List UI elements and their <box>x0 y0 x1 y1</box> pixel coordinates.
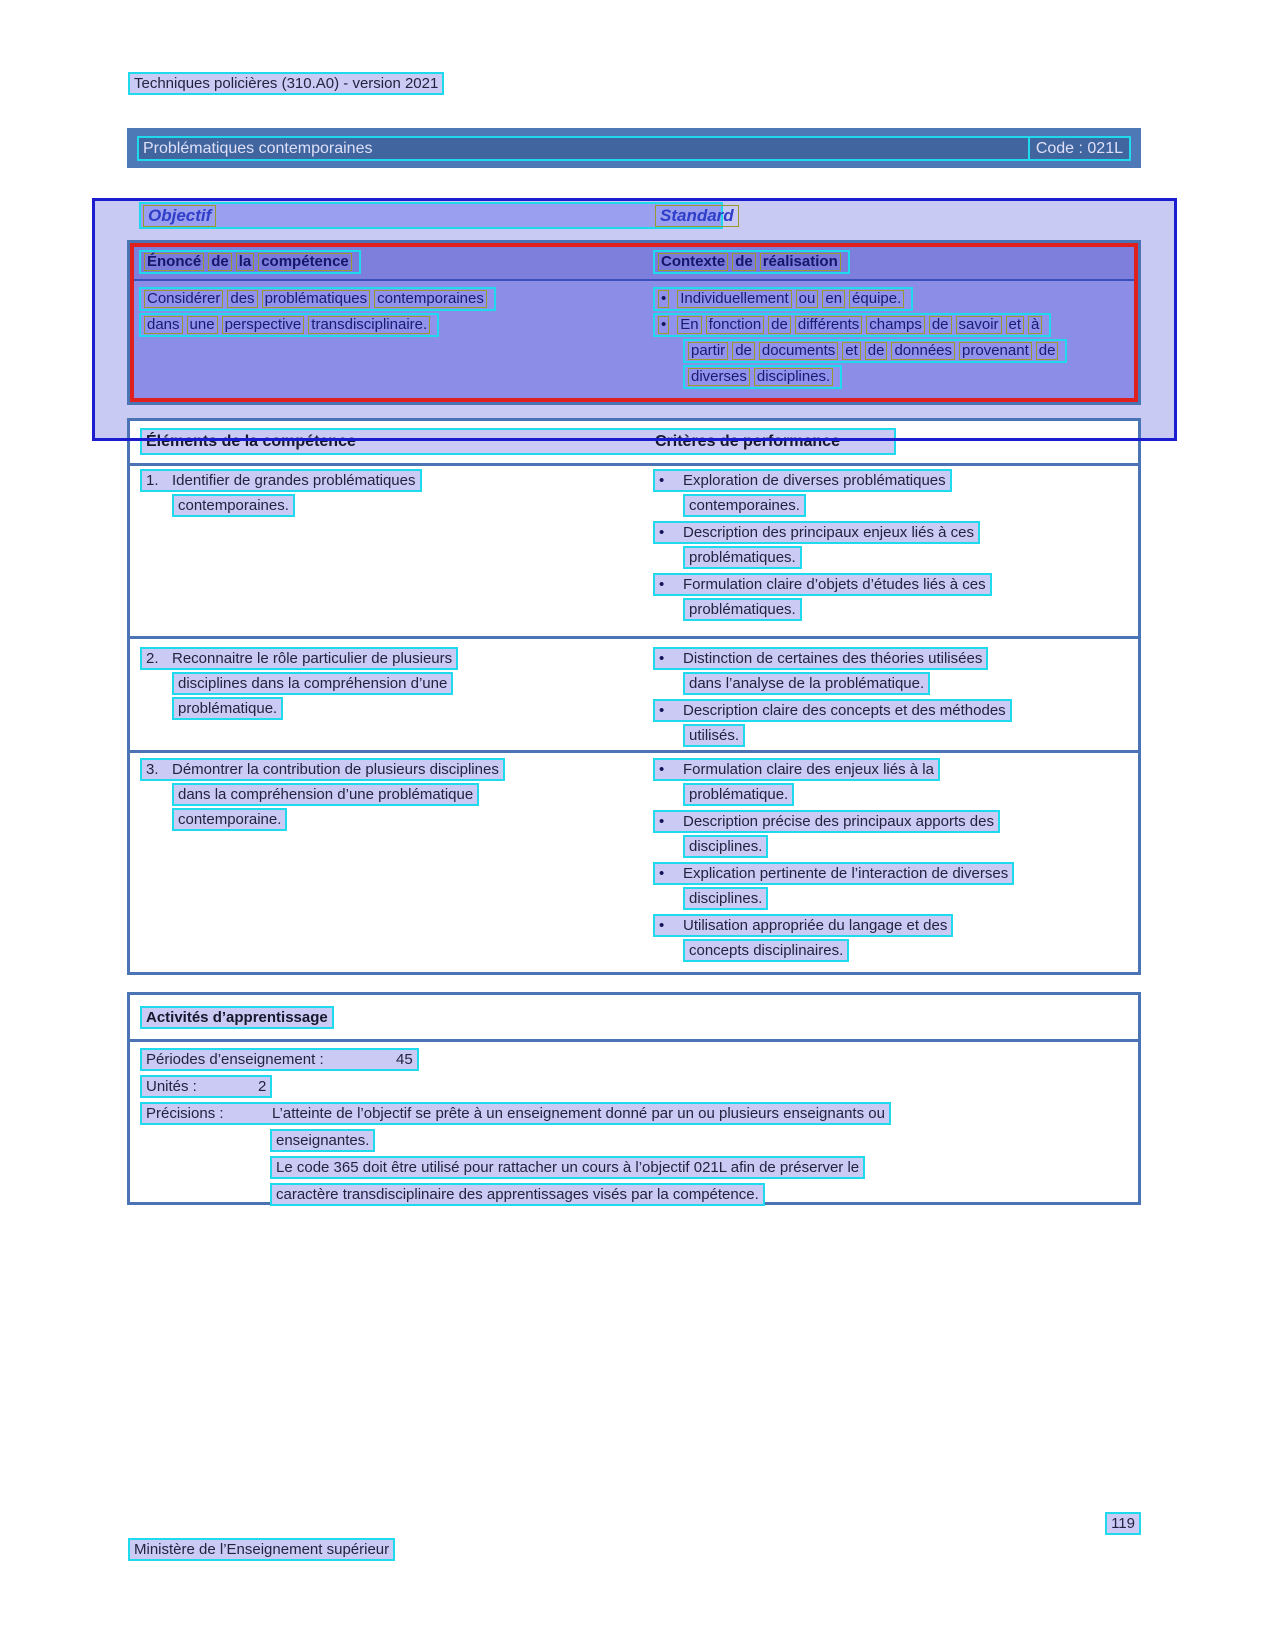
criteria-cell <box>653 647 1012 751</box>
word-box: réalisation <box>760 253 841 271</box>
objectif-label: Objectif <box>143 205 216 227</box>
text-line-highlight: disciplines. <box>683 887 768 910</box>
footer <box>128 1538 395 1561</box>
activities-header-text: Activités d’apprentissage <box>146 1009 328 1026</box>
elements-header-left: Éléments de la compétence <box>146 433 356 450</box>
text-line-highlight: Précisions : L’atteinte de l’objectif se prête à un enseignement donné par un ou plusieurs enseignants ou <box>140 1102 891 1125</box>
word-box: de <box>208 253 232 271</box>
enonce-table-header <box>134 247 1134 281</box>
text-line-highlight: • Description claire des concepts et des méthodes <box>653 699 1012 722</box>
elements-header-highlight <box>140 428 896 455</box>
page-number-text: 119 <box>1111 1515 1135 1532</box>
activities-panel <box>127 992 1141 1205</box>
criterion-group <box>653 914 1014 962</box>
word-box: transdisciplinaire. <box>308 316 430 334</box>
banner-course-title: Problématiques contemporaines <box>143 139 373 157</box>
word-box: champs <box>866 316 925 334</box>
criterion-group <box>653 810 1014 858</box>
bullet-icon: • <box>659 917 665 934</box>
bullet-icon: • <box>659 761 665 778</box>
text-line-highlight: contemporaines. <box>683 494 806 517</box>
text-line-highlight: concepts disciplinaires. <box>683 939 849 962</box>
element-cell <box>140 647 458 722</box>
text-line-highlight: 2. Reconnaitre le rôle particulier de plusieurs <box>140 647 458 670</box>
text-line-highlight <box>139 287 496 311</box>
text-line-highlight: Unités : 2 <box>140 1075 272 1098</box>
criterion-group <box>653 647 1012 695</box>
criteria-cell <box>653 469 992 625</box>
text-line-highlight: problématiques. <box>683 546 802 569</box>
word-box: données <box>891 342 955 360</box>
text-line-highlight: • Description des principaux enjeux liés à ces <box>653 521 980 544</box>
enonce-header-left <box>139 250 361 274</box>
text-line-highlight: contemporaine. <box>172 808 287 831</box>
bullet-icon: • <box>659 813 665 830</box>
bullet-icon: • <box>659 472 665 489</box>
word-box: savoir <box>956 316 1002 334</box>
text-line-highlight: 3. Démontrer la contribution de plusieurs disciplines <box>140 758 505 781</box>
word-box: de <box>732 342 755 360</box>
program-title <box>128 72 444 95</box>
criterion-group <box>653 287 1067 311</box>
enonce-right-cell <box>653 287 1067 391</box>
word-box: de <box>732 253 756 271</box>
page-number <box>1105 1512 1141 1535</box>
text-line-highlight: enseignantes. <box>270 1129 375 1152</box>
text-line-highlight: • Formulation claire des enjeux liés à la <box>653 758 940 781</box>
word-box: équipe. <box>849 290 904 308</box>
word-box: contemporaines <box>374 290 487 308</box>
text-line-highlight <box>653 287 913 311</box>
word-box: des <box>227 290 257 308</box>
text-line-highlight <box>139 313 439 337</box>
criterion-group <box>653 699 1012 747</box>
bullet-icon: • <box>659 576 665 593</box>
activities-header <box>140 1006 334 1029</box>
criterion-group <box>653 862 1014 910</box>
field-label: Périodes d’enseignement : <box>146 1051 324 1068</box>
word-box: problématiques <box>262 290 371 308</box>
text-line-highlight: 1. Identifier de grandes problématiques <box>140 469 422 492</box>
element-cell <box>140 758 505 833</box>
text-line-highlight: • Exploration de diverses problématiques <box>653 469 952 492</box>
field-label: Précisions : <box>146 1105 224 1122</box>
activities-separator <box>130 1039 1138 1042</box>
word-box: de <box>929 316 952 334</box>
item-number: 1. <box>146 472 159 489</box>
word-box: Considérer <box>144 290 223 308</box>
bullet-icon: • <box>659 865 665 882</box>
text-line-highlight <box>653 313 1051 337</box>
bullet-icon: • <box>659 650 665 667</box>
word-box: compétence <box>258 253 352 271</box>
word-box: En <box>677 316 701 334</box>
text-line-highlight: disciplines. <box>683 835 768 858</box>
word-box: ou <box>796 290 819 308</box>
word-box: à <box>1028 316 1042 334</box>
word-box: documents <box>759 342 838 360</box>
word-box: Individuellement <box>677 290 791 308</box>
text-line-highlight: utilisés. <box>683 724 745 747</box>
word-box: perspective <box>222 316 305 334</box>
course-banner <box>127 128 1141 168</box>
word-box: dans <box>144 316 183 334</box>
word-box: et <box>842 342 861 360</box>
text-line-highlight <box>683 339 1067 363</box>
word-box: de <box>1036 342 1059 360</box>
text-line-highlight: dans l’analyse de la problématique. <box>683 672 930 695</box>
row-separator <box>130 750 1138 753</box>
word-box: provenant <box>959 342 1032 360</box>
word-box: partir <box>688 342 728 360</box>
row-separator <box>130 636 1138 639</box>
item-number: 2. <box>146 650 159 667</box>
enonce-left-cell <box>139 287 496 339</box>
text-line-highlight: • Distinction de certaines des théories utilisées <box>653 647 988 670</box>
criterion-group <box>653 469 992 517</box>
word-box: différents <box>795 316 862 334</box>
criterion-group <box>653 573 992 621</box>
text-line-highlight: • Formulation claire d’objets d’études liés à ces <box>653 573 992 596</box>
footer-text: Ministère de l’Enseignement supérieur <box>134 1541 390 1558</box>
bullet-icon: • <box>659 524 665 541</box>
word-box: la <box>236 253 255 271</box>
criterion-group <box>653 313 1067 389</box>
word-box: fonction <box>706 316 765 334</box>
banner-highlight-line <box>137 136 1131 161</box>
enonce-header-right <box>653 250 850 274</box>
text-line-highlight: Le code 365 doit être utilisé pour rattacher un cours à l’objectif 021L afin de préserver le <box>270 1156 865 1179</box>
activities-rows <box>140 1048 891 1210</box>
word-box: une <box>187 316 218 334</box>
text-line-highlight: contemporaines. <box>172 494 295 517</box>
text-line-highlight: caractère transdisciplinaire des apprentissages visés par la compétence. <box>270 1183 765 1206</box>
word-box: de <box>865 342 888 360</box>
word-box: disciplines. <box>754 368 833 386</box>
word-box: et <box>1006 316 1025 334</box>
text-line-highlight: dans la compréhension d’une problématique <box>172 783 479 806</box>
field-label: Unités : <box>146 1078 197 1095</box>
elements-header-right: Critères de performance <box>655 433 840 450</box>
enonce-table <box>127 240 1141 405</box>
text-line-highlight <box>683 365 842 389</box>
word-box: Énoncé <box>144 253 204 271</box>
text-line-highlight: Périodes d’enseignement : 45 <box>140 1048 419 1071</box>
header-separator <box>130 463 1138 466</box>
text-line-highlight: • Description précise des principaux apports des <box>653 810 1000 833</box>
elements-table-header <box>130 421 1138 463</box>
criteria-cell <box>653 758 1014 966</box>
elements-table <box>127 418 1141 975</box>
program-title-text: Techniques policières (310.A0) - version 2021 <box>134 75 439 92</box>
bullet-icon: • <box>658 290 669 308</box>
word-box: Contexte <box>658 253 728 271</box>
objectif-standard-line <box>139 202 734 229</box>
bullet-icon: • <box>659 702 665 719</box>
word-box: en <box>822 290 845 308</box>
text-line-highlight: problématiques. <box>683 598 802 621</box>
standard-label: Standard <box>655 205 739 227</box>
criterion-group <box>653 758 1014 806</box>
element-cell <box>140 469 422 519</box>
text-line-highlight: disciplines dans la compréhension d’une <box>172 672 453 695</box>
word-box: diverses <box>688 368 750 386</box>
text-line-highlight: problématique. <box>683 783 794 806</box>
banner-course-code: Code : 021L <box>1028 136 1131 161</box>
criterion-group <box>653 521 992 569</box>
text-line-highlight: problématique. <box>172 697 283 720</box>
text-line-highlight: • Utilisation appropriée du langage et des <box>653 914 953 937</box>
word-box: de <box>768 316 791 334</box>
bullet-icon: • <box>658 316 669 334</box>
enonce-table-red-frame <box>130 243 1138 402</box>
text-line-highlight: • Explication pertinente de l’interaction de diverses <box>653 862 1014 885</box>
item-number: 3. <box>146 761 159 778</box>
